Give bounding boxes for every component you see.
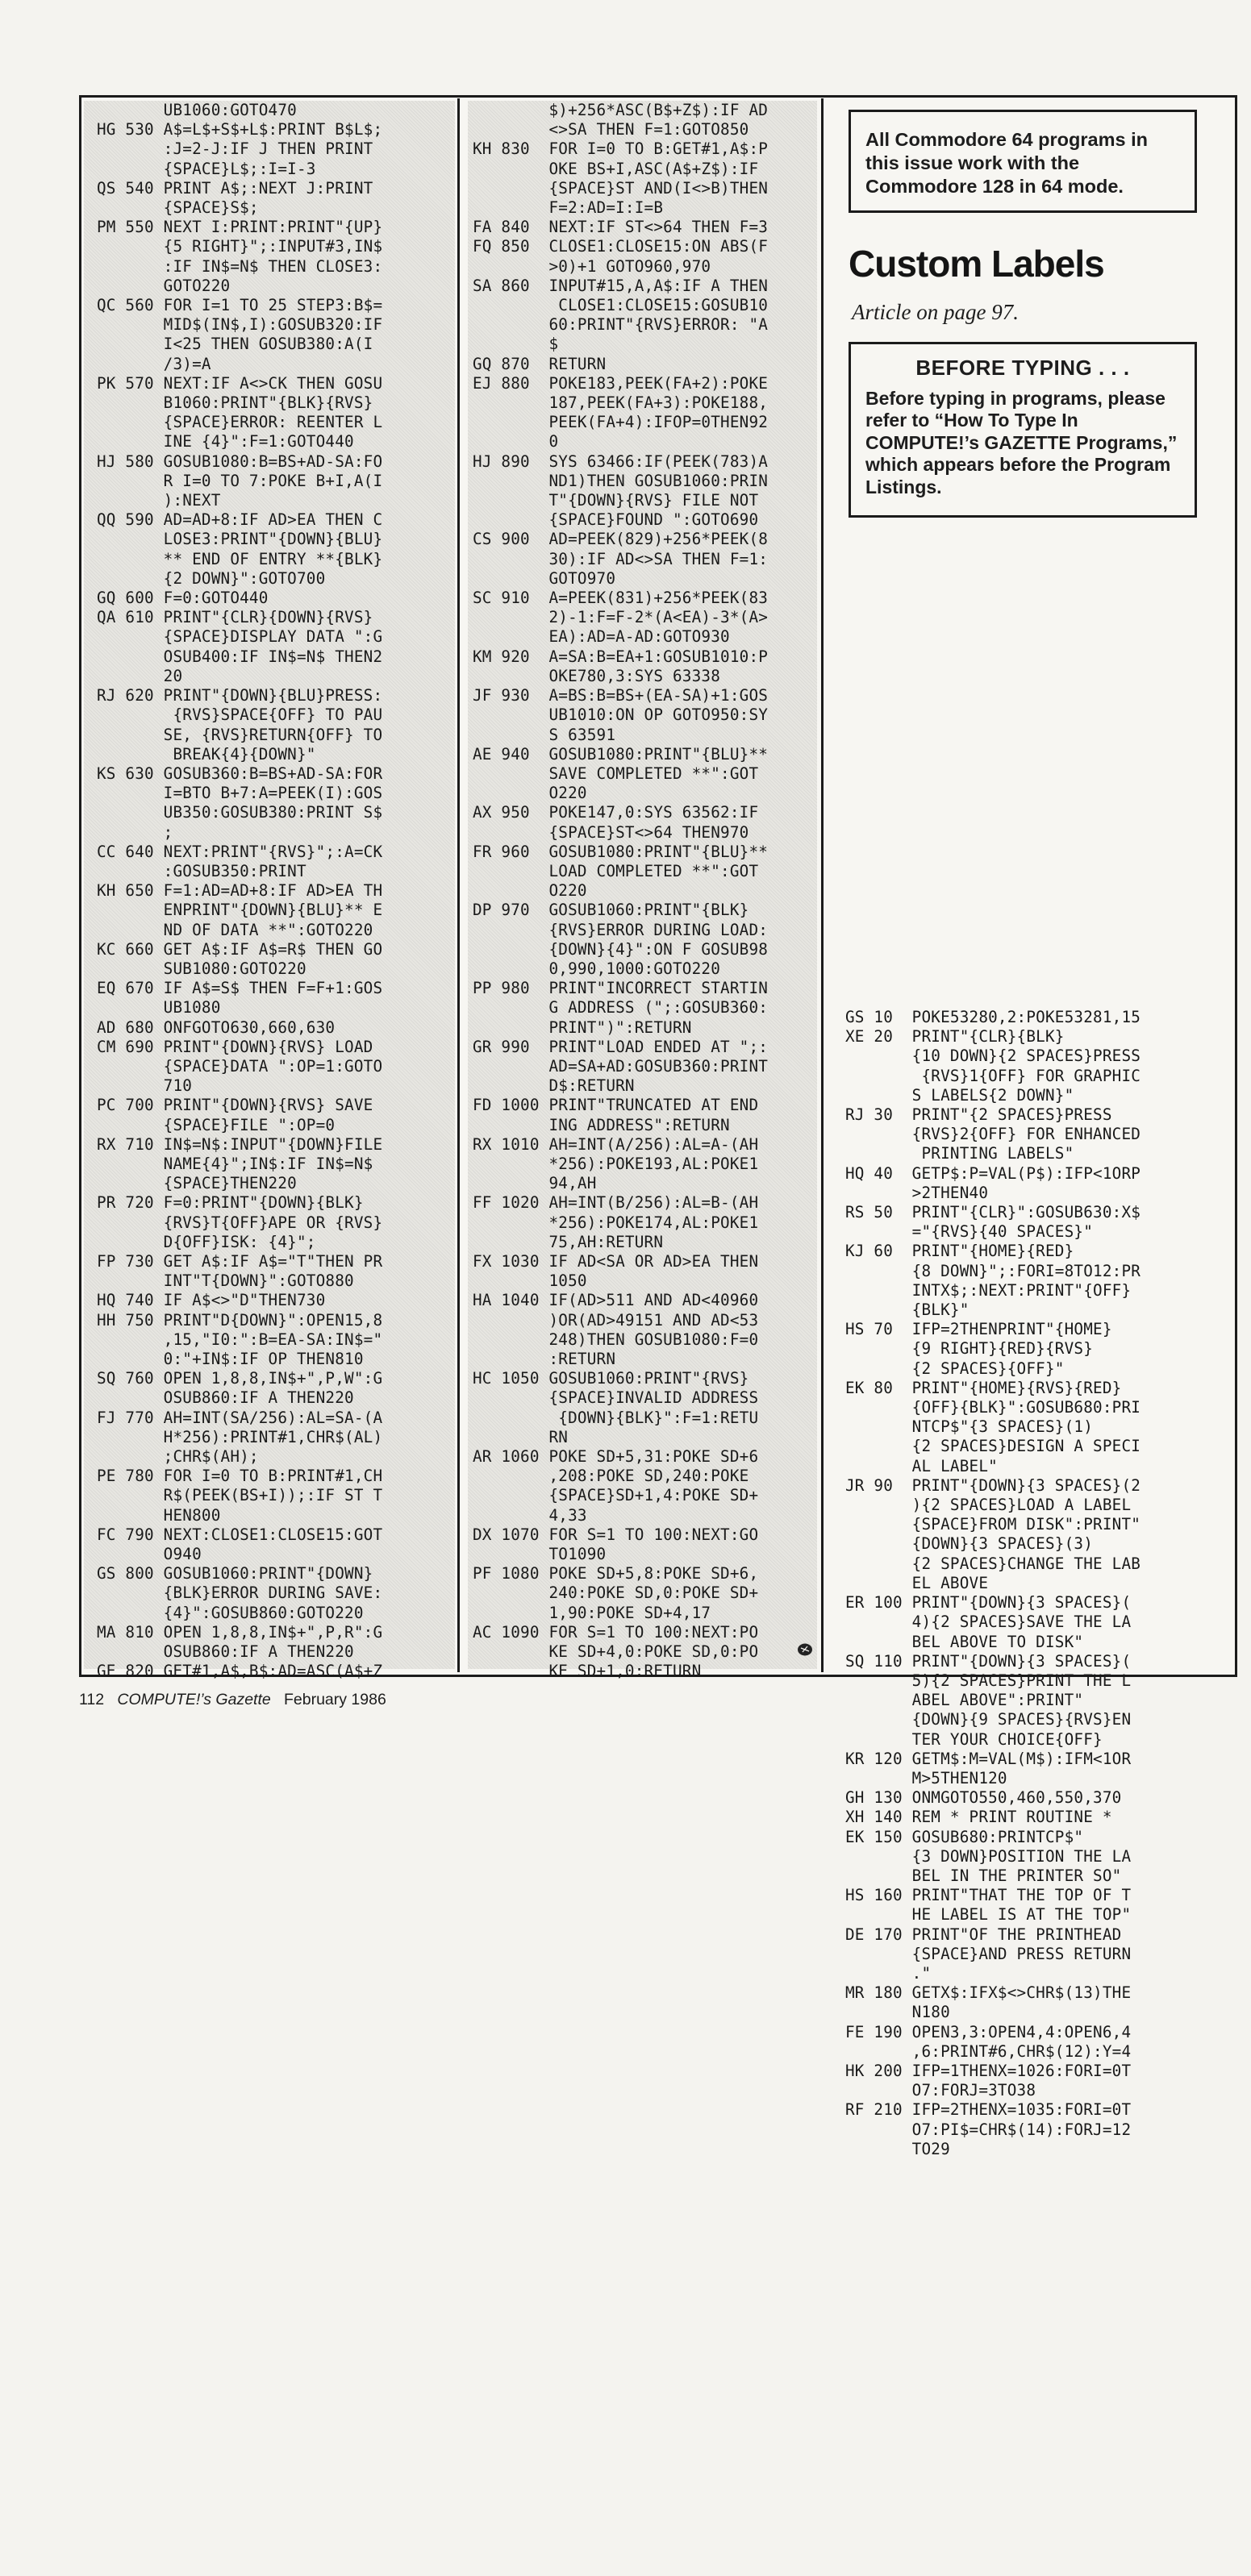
section-title: Custom Labels	[849, 243, 1104, 285]
listing-line: ND1)THEN GOSUB1060:PRIN	[473, 471, 769, 490]
listing-line: ABEL ABOVE":PRINT"	[845, 1691, 1084, 1710]
listing-line: CS 900 AD=PEEK(829)+256*PEEK(8	[473, 530, 769, 549]
listing-line: RJ 30 PRINT"{2 SPACES}PRESS	[845, 1105, 1112, 1125]
listing-line: HQ 740 IF A$<>"D"THEN730	[97, 1291, 326, 1310]
listing-line: HJ 580 GOSUB1080:B=BS+AD-SA:FO	[97, 452, 383, 471]
listing-line: DX 1070 FOR S=1 TO 100:NEXT:GO	[473, 1525, 759, 1544]
listing-line: 60:PRINT"{RVS}ERROR: "A	[473, 315, 769, 335]
listing-line: CM 690 PRINT"{DOWN}{RVS} LOAD	[97, 1037, 373, 1056]
listing-line: {RVS}T{OFF}APE OR {RVS}	[97, 1213, 383, 1232]
listing-line: SQ 110 PRINT"{DOWN}{3 SPACES}(	[845, 1651, 1132, 1671]
listing-line: KC 660 GET A$:IF A$=R$ THEN GO	[97, 939, 383, 959]
ink-blot-mark	[797, 1642, 813, 1657]
listing-line: NTCP$"{3 SPACES}(1)	[845, 1417, 1094, 1437]
listing-line: QQ 590 AD=AD+8:IF AD>EA THEN C	[97, 510, 383, 530]
listing-line: FC 790 NEXT:CLOSE1:CLOSE15:GOT	[97, 1525, 383, 1544]
listing-line: {SPACE}ERROR: REENTER L	[97, 413, 383, 432]
column-rule-right	[821, 98, 824, 1672]
listing-line: FE 190 OPEN3,3:OPEN4,4:OPEN6,4	[845, 2022, 1132, 2041]
listing-line: FD 1000 PRINT"TRUNCATED AT END	[473, 1096, 759, 1115]
listing-line: NAME{4}";IN$:IF IN$=N$	[97, 1154, 373, 1173]
listing-line: 240:POKE SD,0:POKE SD+	[473, 1583, 759, 1603]
listing-line: {10 DOWN}{2 SPACES}PRESS	[845, 1047, 1141, 1066]
listing-line: M>5THEN120	[845, 1768, 1007, 1787]
listing-line: 4,33	[473, 1505, 587, 1525]
listing-line: UB1010:ON OP GOTO950:SY	[473, 705, 769, 725]
listing-line: H*256):PRINT#1,CHR$(AL)	[97, 1427, 383, 1446]
listing-line: FF 1020 AH=INT(B/256):AL=B-(AH	[473, 1193, 759, 1213]
listing-line: {2 SPACES}{OFF}"	[845, 1359, 1065, 1378]
listing-line: I=BTO B+7:A=PEEK(I):GOS	[97, 784, 383, 803]
listing-line: UB1080	[97, 998, 221, 1017]
listing-line: :J=2-J:IF J THEN PRINT	[97, 139, 373, 159]
page-number: 112	[79, 1691, 105, 1708]
listing-line: EA):AD=A-AD:GOTO930	[473, 627, 730, 647]
listing-line: {RVS}SPACE{OFF} TO PAU	[97, 705, 383, 725]
listing-line: AD 680 ONFGOTO630,660,630	[97, 1017, 336, 1037]
listing-line: {SPACE}FROM DISK":PRINT"	[845, 1515, 1141, 1534]
listing-line: >2THEN40	[845, 1183, 989, 1202]
listing-line: {8 DOWN}";:FORI=8TO12:PR	[845, 1261, 1141, 1280]
listing-line: O7:PI$=CHR$(14):FORJ=12	[845, 2120, 1132, 2139]
listing-line: ;CHR$(AH);	[97, 1447, 259, 1467]
listing-line: AL LABEL"	[845, 1456, 998, 1475]
listing-line: D$:RETURN	[473, 1076, 635, 1096]
listing-line: B1060:PRINT"{BLK}{RVS}	[97, 393, 373, 413]
listing-line: GOTO970	[473, 568, 616, 588]
listing-line: TO1090	[473, 1545, 607, 1564]
listing-line: *256):POKE193,AL:POKE1	[473, 1154, 759, 1173]
listing-line: BEL IN THE PRINTER SO"	[845, 1866, 1122, 1885]
listing-line: {SPACE}SD+1,4:POKE SD+	[473, 1486, 759, 1505]
listing-line: FX 1030 IF AD<SA OR AD>EA THEN	[473, 1251, 759, 1271]
listing-line: {RVS}ERROR DURING LOAD:	[473, 920, 769, 939]
listing-line: MID$(IN$,I):GOSUB320:IF	[97, 315, 383, 335]
listing-line: {OFF}{BLK}":GOSUB680:PRI	[845, 1398, 1141, 1417]
listing-line: KE SD+4,0:POKE SD,0:PO	[473, 1642, 759, 1662]
listing-line: FQ 850 CLOSE1:CLOSE15:ON ABS(F	[473, 237, 769, 256]
listing-line: PF 1080 POKE SD+5,8:POKE SD+6,	[473, 1564, 759, 1583]
listing-line: PK 570 NEXT:IF A<>CK THEN GOSU	[97, 373, 383, 393]
listing-line: TO29	[845, 2139, 950, 2158]
listing-line: KJ 60 PRINT"{HOME}{RED}	[845, 1242, 1074, 1261]
listing-line: HK 200 IFP=1THENX=1026:FORI=0T	[845, 2061, 1132, 2080]
listing-line: QC 560 FOR I=1 TO 25 STEP3:B$=	[97, 296, 383, 315]
listing-line: QA 610 PRINT"{CLR}{DOWN}{RVS}	[97, 608, 373, 627]
listing-line: 187,PEEK(FA+3):POKE188,	[473, 393, 769, 413]
listing-line: AX 950 POKE147,0:SYS 63562:IF	[473, 803, 759, 822]
before-typing-heading: BEFORE TYPING . . .	[915, 356, 1130, 380]
listing-line: KH 830 FOR I=0 TO B:GET#1,A$:P	[473, 139, 769, 159]
listing-column-left	[84, 101, 455, 1681]
listing-line: :GOSUB350:PRINT	[97, 861, 306, 880]
listing-line: {4}":GOSUB860:GOTO220	[97, 1603, 364, 1622]
listing-line: KR 120 GETM$:M=VAL(M$):IFM<1OR	[845, 1749, 1132, 1768]
listing-line: FR 960 GOSUB1080:PRINT"{BLU}**	[473, 842, 769, 861]
listing-line: DP 970 GOSUB1060:PRINT"{BLK}	[473, 901, 749, 920]
listing-line: GQ 600 F=0:GOTO440	[97, 589, 269, 608]
listing-line: ING ADDRESS":RETURN	[473, 1115, 730, 1134]
listing-line: 94,AH	[473, 1174, 597, 1193]
listing-line: BREAK{4}{DOWN}"	[97, 744, 316, 764]
listing-line: JF 930 A=BS:B=BS+(EA-SA)+1:GOS	[473, 686, 769, 705]
listing-line: OSUB400:IF IN$=N$ THEN2	[97, 647, 383, 666]
listing-line: 5){2 SPACES}PRINT THE L	[845, 1671, 1132, 1690]
listing-line: HQ 40 GETP$:P=VAL(P$):IFP<1ORP	[845, 1163, 1141, 1183]
listing-line: KE SD+1,0:RETURN	[473, 1662, 702, 1681]
listing-line: OSUB860:IF A THEN220	[97, 1642, 354, 1662]
listing-line: EK 80 PRINT"{HOME}{RVS}{RED}	[845, 1378, 1122, 1397]
listing-line: ."	[845, 1963, 932, 1983]
listing-line: )OR(AD>49151 AND AD<53	[473, 1310, 759, 1330]
listing-line: O940	[97, 1545, 202, 1564]
listing-line: XH 140 REM * PRINT ROUTINE *	[845, 1808, 1112, 1827]
listing-line: O220	[473, 881, 587, 901]
listing-line: {DOWN}{BLK}":F=1:RETU	[473, 1408, 759, 1427]
listing-line: KM 920 A=SA:B=EA+1:GOSUB1010:P	[473, 647, 769, 666]
listing-line: HC 1050 GOSUB1060:PRINT"{RVS}	[473, 1369, 749, 1388]
listing-line: :IF IN$=N$ THEN CLOSE3:	[97, 256, 383, 276]
listing-line: *256):POKE174,AL:POKE1	[473, 1213, 759, 1232]
listing-line: RX 710 IN$=N$:INPUT"{DOWN}FILE	[97, 1134, 383, 1154]
listing-line: ,208:POKE SD,240:POKE	[473, 1467, 749, 1486]
listing-line: PR 720 F=0:PRINT"{DOWN}{BLK}	[97, 1193, 364, 1213]
listing-line: PP 980 PRINT"INCORRECT STARTIN	[473, 979, 769, 998]
listing-line: SA 860 INPUT#15,A,A$:IF A THEN	[473, 276, 769, 295]
listing-line: {3 DOWN}POSITION THE LA	[845, 1846, 1132, 1866]
issue-date: February 1986	[283, 1691, 386, 1708]
listing-line: EJ 880 POKE183,PEEK(FA+2):POKE	[473, 373, 769, 393]
listing-line: PRINTING LABELS"	[845, 1144, 1074, 1163]
listing-line: 4){2 SPACES}SAVE THE LA	[845, 1613, 1132, 1632]
listing-line: PRINT")":RETURN	[473, 1017, 692, 1037]
listing-line: 0:"+IN$:IF OP THEN810	[97, 1350, 364, 1368]
listing-line: KH 650 F=1:AD=AD+8:IF AD>EA TH	[97, 881, 383, 901]
listing-line: HE LABEL IS AT THE TOP"	[845, 1905, 1132, 1925]
listing-line: {SPACE}FOUND ":GOTO690	[473, 510, 759, 530]
listing-line: {DOWN}{3 SPACES}(3)	[845, 1534, 1094, 1554]
listing-line: AE 940 GOSUB1080:PRINT"{BLU}**	[473, 744, 769, 764]
listing-line: OKE780,3:SYS 63338	[473, 666, 721, 685]
listing-line: $	[473, 335, 559, 354]
listing-line: {SPACE}S$;	[97, 198, 259, 218]
listing-line: 1,90:POKE SD+4,17	[473, 1603, 711, 1622]
listing-line: {2 SPACES}CHANGE THE LAB	[845, 1554, 1141, 1573]
listing-line: BEL ABOVE TO DISK"	[845, 1632, 1084, 1651]
listing-line: 20	[97, 666, 183, 685]
listing-line: ;	[97, 822, 173, 842]
listing-line: N180	[845, 2003, 950, 2022]
listing-line: MA 810 OPEN 1,8,8,IN$+",P,R":G	[97, 1622, 383, 1642]
listing-line: 0	[473, 432, 559, 452]
listing-line: MR 180 GETX$:IFX$<>CHR$(13)THE	[845, 1983, 1132, 2003]
compatibility-note-text: All Commodore 64 programs in this issue work with the Commodore 128 in 64 mode.	[865, 129, 1148, 197]
listing-line: SE, {RVS}RETURN{OFF} TO	[97, 725, 383, 744]
listing-line: {SPACE}ST AND(I<>B)THEN	[473, 178, 769, 198]
listing-line: 75,AH:RETURN	[473, 1232, 664, 1251]
listing-line: CC 640 NEXT:PRINT"{RVS}";:A=CK	[97, 842, 383, 861]
listing-line: {2 DOWN}":GOTO700	[97, 568, 326, 588]
listing-line: SUB1080:GOTO220	[97, 959, 306, 978]
listing-line: KS 630 GOSUB360:B=BS+AD-SA:FOR	[97, 764, 383, 783]
listing-line: FJ 770 AH=INT(SA/256):AL=SA-(A	[97, 1408, 383, 1427]
publication-name: COMPUTE!’s Gazette	[117, 1691, 271, 1708]
listing-line: PE 780 FOR I=0 TO B:PRINT#1,CH	[97, 1467, 383, 1486]
listing-line: GE 820 GET#1,A$,B$:AD=ASC(A$+Z	[97, 1662, 383, 1681]
listing-line: EK 150 GOSUB680:PRINTCP$"	[845, 1827, 1084, 1846]
before-typing-body: Before typing in programs, please refer to “How To Type In COMPUTE!’s GAZETTE Programs,” which appears before the Program Listings.	[865, 387, 1178, 497]
listing-line: {RVS}2{OFF} FOR ENHANCED	[845, 1125, 1141, 1144]
listing-line: GQ 870 RETURN	[473, 354, 607, 373]
listing-line: HEN800	[97, 1505, 221, 1525]
listing-line: PC 700 PRINT"{DOWN}{RVS} SAVE	[97, 1096, 373, 1115]
listing-line: RN	[473, 1427, 569, 1446]
listing-line: {DOWN}{4}":ON F GOSUB98	[473, 939, 769, 959]
listing-line: ** END OF ENTRY **{BLK}	[97, 549, 383, 568]
listing-line: {SPACE}INVALID ADDRESS	[473, 1388, 759, 1408]
listing-line: S LABELS{2 DOWN}"	[845, 1085, 1074, 1105]
listing-line: EQ 670 IF A$=S$ THEN F=F+1:GOS	[97, 979, 383, 998]
listing-line: ="{RVS}{40 SPACES}"	[845, 1222, 1094, 1242]
listing-line: {SPACE}DATA ":OP=1:GOTO	[97, 1056, 383, 1076]
listing-line: JR 90 PRINT"{DOWN}{3 SPACES}(2	[845, 1475, 1141, 1495]
listing-line: AD=SA+AD:GOSUB360:PRINT	[473, 1056, 769, 1076]
listing-line: {2 SPACES}DESIGN A SPECI	[845, 1437, 1141, 1456]
listing-line: $)+256*ASC(B$+Z$):IF AD	[473, 101, 769, 119]
listing-line: 30):IF AD<>SA THEN F=1:	[473, 549, 769, 568]
listing-line: <>SA THEN F=1:GOTO850	[473, 120, 749, 139]
listing-line: AC 1090 FOR S=1 TO 100:NEXT:PO	[473, 1622, 759, 1642]
listing-line: PM 550 NEXT I:PRINT:PRINT"{UP}	[97, 218, 383, 237]
listing-line: TER YOUR CHOICE{OFF}	[845, 1729, 1103, 1749]
before-typing-box	[849, 342, 1197, 518]
listing-line: HA 1040 IF(AD>511 AND AD<40960	[473, 1291, 759, 1310]
listing-line: /3)=A	[97, 354, 211, 373]
listing-line: GS 800 GOSUB1060:PRINT"{DOWN}	[97, 1564, 373, 1583]
compatibility-note-box	[849, 110, 1197, 213]
listing-line: ND OF DATA **":GOTO220	[97, 920, 373, 939]
listing-line: HS 160 PRINT"THAT THE TOP OF T	[845, 1886, 1132, 1905]
listing-line: R$(PEEK(BS+I));:IF ST T	[97, 1486, 383, 1505]
listing-line: ,6:PRINT#6,CHR$(12):Y=4	[845, 2041, 1132, 2061]
listing-line: F=2:AD=I:I=B	[473, 198, 664, 218]
listing-line: DE 170 PRINT"OF THE PRINTHEAD	[845, 1925, 1122, 1944]
listing-line: RF 210 IFP=2THENX=1035:FORI=0T	[845, 2100, 1132, 2120]
listing-line: INTX$;:NEXT:PRINT"{OFF}	[845, 1280, 1132, 1300]
listing-line: EL ABOVE	[845, 1573, 989, 1592]
listing-line: PEEK(FA+4):IFOP=0THEN92	[473, 413, 769, 432]
listing-line: OSUB860:IF A THEN220	[97, 1388, 354, 1408]
listing-line: OKE BS+I,ASC(A$+Z$):IF	[473, 159, 759, 178]
listing-line: HJ 890 SYS 63466:IF(PEEK(783)A	[473, 452, 769, 471]
listing-line: AR 1060 POKE SD+5,31:POKE SD+6	[473, 1447, 759, 1467]
listing-line: ENPRINT"{DOWN}{BLU}** E	[97, 901, 383, 920]
listing-line: 1050	[473, 1271, 587, 1291]
listing-line: 2)-1:F=F-2*(A<EA)-3*(A>	[473, 608, 769, 627]
listing-line: RX 1010 AH=INT(A/256):AL=A-(AH	[473, 1134, 759, 1154]
listing-line: {BLK}"	[845, 1300, 970, 1320]
listing-line: {DOWN}{9 SPACES}{RVS}EN	[845, 1710, 1132, 1729]
page-footer	[79, 1691, 386, 1709]
listing-line: {RVS}1{OFF} FOR GRAPHIC	[845, 1066, 1141, 1085]
listing-line: S 63591	[473, 725, 616, 744]
column-rule-left	[457, 98, 460, 1672]
listing-line: G ADDRESS (";:GOSUB360:	[473, 998, 769, 1017]
listing-line: LOSE3:PRINT"{DOWN}{BLU}	[97, 530, 383, 549]
listing-line: HH 750 PRINT"D{DOWN}":OPEN15,8	[97, 1310, 383, 1330]
listing-line: {SPACE}FILE ":OP=0	[97, 1115, 336, 1134]
listing-line: 0,990,1000:GOTO220	[473, 959, 721, 978]
listing-line: {5 RIGHT}";:INPUT#3,IN$	[97, 237, 383, 256]
listing-line: UB1060:GOTO470	[97, 101, 297, 119]
listing-line: UB350:GOSUB380:PRINT S$	[97, 803, 383, 822]
listing-line: RJ 620 PRINT"{DOWN}{BLU}PRESS:	[97, 686, 383, 705]
listing-line: ):NEXT	[97, 491, 221, 510]
listing-line: RS 50 PRINT"{CLR}":GOSUB630:X$	[845, 1203, 1141, 1222]
listing-line: INE {4}":F=1:GOTO440	[97, 432, 354, 452]
listing-line: R I=0 TO 7:POKE B+I,A(I	[97, 471, 383, 490]
listing-line: SQ 760 OPEN 1,8,8,IN$+",P,W":G	[97, 1369, 383, 1388]
listing-line: {SPACE}AND PRESS RETURN	[845, 1944, 1132, 1963]
listing-line: QS 540 PRINT A$;:NEXT J:PRINT	[97, 178, 373, 198]
listing-line: INT"T{DOWN}":GOTO880	[97, 1271, 354, 1291]
listing-line: T"{DOWN}{RVS} FILE NOT	[473, 491, 759, 510]
article-reference: Article on page 97.	[852, 300, 1019, 324]
listing-line: GH 130 ONMGOTO550,460,550,370	[845, 1788, 1122, 1808]
listing-line: :RETURN	[473, 1350, 616, 1368]
listing-line: {BLK}ERROR DURING SAVE:	[97, 1583, 383, 1603]
listing-line: ){2 SPACES}LOAD A LABEL	[845, 1496, 1132, 1515]
listing-line: GOTO220	[97, 276, 231, 295]
listing-line: HS 70 IFP=2THENPRINT"{HOME}	[845, 1320, 1112, 1339]
listing-line: SAVE COMPLETED **":GOT	[473, 764, 759, 783]
listing-line: GS 10 POKE53280,2:POKE53281,15	[845, 1008, 1141, 1026]
listing-line: {SPACE}L$;:I=I-3	[97, 159, 316, 178]
listing-line: D{OFF}ISK: {4}";	[97, 1232, 316, 1251]
listing-line: HG 530 A$=L$+S$+L$:PRINT B$L$;	[97, 120, 383, 139]
listing-line: O220	[473, 784, 587, 803]
listing-line: {9 RIGHT}{RED}{RVS}	[845, 1339, 1094, 1359]
listing-line: 248)THEN GOSUB1080:F=0	[473, 1330, 759, 1349]
listing-line: FA 840 NEXT:IF ST<>64 THEN F=3	[473, 218, 769, 237]
listing-column-middle	[468, 101, 817, 1681]
listing-line: XE 20 PRINT"{CLR}{BLK}	[845, 1027, 1065, 1047]
listing-line: 710	[97, 1076, 193, 1096]
listing-line: {SPACE}DISPLAY DATA ":G	[97, 627, 383, 647]
listing-line: GR 990 PRINT"LOAD ENDED AT ";:	[473, 1037, 769, 1056]
listing-line: SC 910 A=PEEK(831)+256*PEEK(83	[473, 589, 769, 608]
listing-line: {SPACE}THEN220	[97, 1174, 297, 1193]
listing-line: >0)+1 GOTO960,970	[473, 256, 711, 276]
listing-line: CLOSE1:CLOSE15:GOSUB10	[473, 296, 769, 315]
listing-line: I<25 THEN GOSUB380:A(I	[97, 335, 373, 354]
listing-line: {SPACE}ST<>64 THEN970	[473, 822, 749, 842]
listing-line: ER 100 PRINT"{DOWN}{3 SPACES}(	[845, 1593, 1132, 1613]
listing-line: LOAD COMPLETED **":GOT	[473, 861, 759, 880]
listing-line: FP 730 GET A$:IF A$="T"THEN PR	[97, 1251, 383, 1271]
listing-column-right	[845, 1008, 1231, 2576]
listing-line: O7:FORJ=3TO38	[845, 2081, 1036, 2100]
listing-line: ,15,"I0:":B=EA-SA:IN$="	[97, 1330, 383, 1349]
